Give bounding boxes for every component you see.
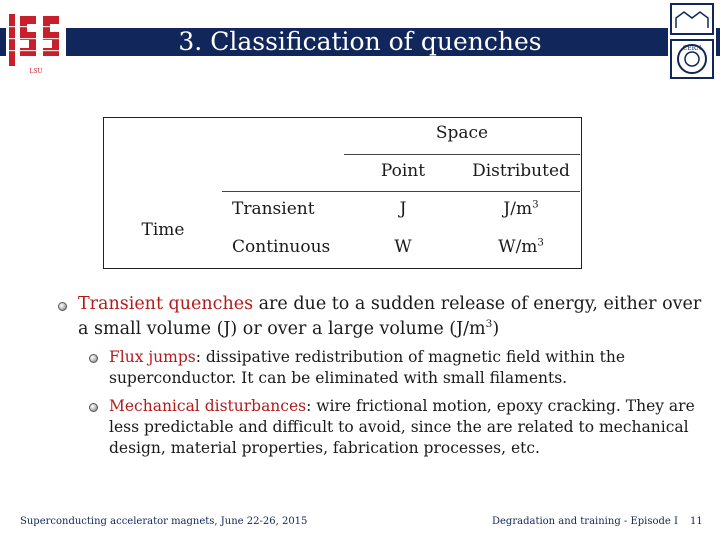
row-transient-label: Transient <box>232 199 315 219</box>
cern-logo-text: CERN <box>682 45 702 52</box>
sub-bullet-term: Mechanical disturbances <box>109 397 307 415</box>
sub-bullet-flux-jumps: Flux jumps: dissipative redistribution of magnetic field within the superconductor. It can be eliminated with small filaments. <box>109 348 625 387</box>
lsu-logo-text: LSU <box>29 68 43 75</box>
sub-bullet-mechanical-disturbances: Mechanical disturbances: wire frictional motion, epoxy cracking. They are less predictable and difficult to avoid, since the are related to mechanical design, material properties, fabrication processes, etc. <box>109 397 695 457</box>
quench-classification-table <box>103 117 582 269</box>
sub-bullet-term: Flux jumps <box>109 348 196 366</box>
distributed-header: Distributed <box>472 161 570 181</box>
space-header: Space <box>435 123 489 143</box>
row-transient-distributed: $J/m^3$ <box>503 199 539 219</box>
row-transient-point: J <box>399 199 407 219</box>
row-continuous-point: W <box>394 237 412 257</box>
footer-episode: Degradation and training - Episode I <box>492 516 678 527</box>
lsu-logo <box>6 6 66 76</box>
time-label: Time <box>141 220 185 240</box>
page-number: 11 <box>690 516 703 527</box>
header-underline <box>222 191 580 192</box>
point-header: Point <box>380 161 426 181</box>
row-continuous-distributed: $W/m^3$ <box>498 237 544 257</box>
bullet-term: Transient quenches <box>78 294 254 314</box>
row-continuous-label: Continuous <box>232 237 331 257</box>
slide-title: 3. Classification of quenches <box>178 27 542 56</box>
bullet-icon <box>58 302 67 311</box>
bullet-transient-quenches: Transient quenches are due to a sudden release of energy, either over a small volume (J) or over a large volume $(J/m^3)$ <box>78 294 702 339</box>
sub-bullet-icon <box>89 354 98 363</box>
cern-logo <box>668 2 716 80</box>
footer-course: Superconducting accelerator magnets, June 22-26, 2015 <box>20 516 308 527</box>
space-underline <box>344 154 580 155</box>
sub-bullet-icon <box>89 403 98 412</box>
